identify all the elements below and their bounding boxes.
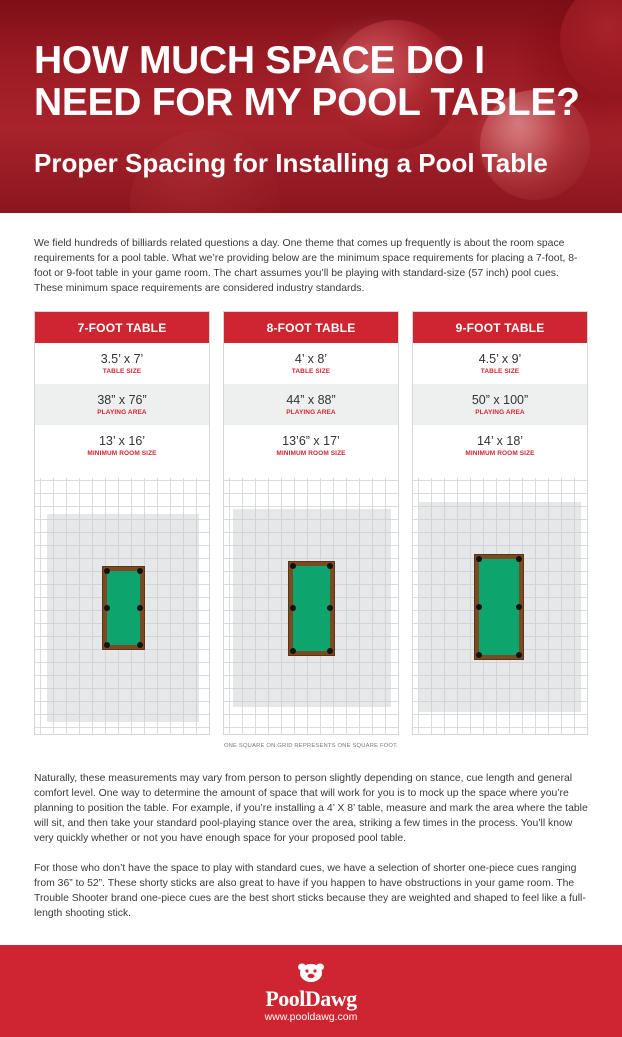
table-size-value: 4’ x 8’: [294, 352, 328, 366]
intro-paragraph: We field hundreds of billiards related questions a day. One theme that comes up frequently is about the room space requirements for a pool table. What we’re providing below are the minimum space requirements for placing a 7-foot, 8-foot or 9-foot table in your game room. The chart assumes you’ll be playing with standard-size (57 inch) pool cues. These minimum space requirements are considered industry standards.: [34, 238, 578, 294]
pocket-icon: [516, 604, 522, 610]
room-size-value: 13’6” x 17’: [282, 434, 340, 448]
grid-note: ONE SQUARE ON GRID REPRESENTS ONE SQUARE FOOT.: [223, 743, 399, 749]
pocket-icon: [137, 605, 143, 611]
body-paragraph: Naturally, these measurements may vary from person to person slightly depending on stance, cue length and general comfort level. One way to determine the amount of space that will work for you is to mock up the space where you’re planning to position the table. For example, if you’re installing a 4’ X 8’ table, measure and mark the area where the table will sit, and then take your standard pool-playing stance over the area, striking a few times in the process. You’ll know very quickly whether or not you have enough space for your proposed pool table.: [34, 773, 588, 844]
footer: [0, 945, 622, 1037]
pocket-icon: [516, 556, 522, 562]
hero-banner: [0, 0, 622, 213]
table-felt: [293, 566, 330, 651]
pocket-icon: [476, 604, 482, 610]
room-size-row: [413, 425, 587, 466]
room-size-row: [224, 425, 398, 466]
column-heading: 7-FOOT TABLE: [35, 312, 209, 343]
pooldawg-logo[interactable]: [0, 961, 622, 1012]
table-felt: [107, 571, 140, 645]
table-size-value: 4.5’ x 9’: [478, 352, 522, 366]
pocket-icon: [476, 556, 482, 562]
pocket-icon: [327, 563, 333, 569]
table-size-row: [413, 343, 587, 384]
pool-table-diagram: [288, 561, 335, 656]
logo-text: PoolDawg: [265, 986, 357, 1011]
pool-table-diagram: [474, 554, 524, 660]
column-7-foot: [34, 311, 210, 735]
pocket-icon: [104, 642, 110, 648]
table-size-label: TABLE SIZE: [102, 368, 142, 375]
room-grid: [35, 478, 210, 735]
pool-table-diagram: [102, 566, 145, 650]
pocket-icon: [290, 605, 296, 611]
playing-area-value: 44” x 88”: [286, 393, 336, 407]
room-size-label: MINIMUM ROOM SIZE: [87, 450, 157, 457]
playing-area-row: [224, 384, 398, 425]
pocket-icon: [476, 652, 482, 658]
table-size-label: TABLE SIZE: [291, 368, 331, 375]
playing-area-label: PLAYING AREA: [97, 409, 147, 416]
body-paragraph: For those who don’t have the space to play with standard cues, we have a selection of shorter one-piece cues ranging from 36” to 52”. These shorty sticks are also great to have if you happen to have obstructions in your game room. The Trouble Shooter brand one-piece cues are the best short sticks because they are weighted and shaped to feel like a full-length shooting stick.: [34, 863, 586, 919]
column-heading: 8-FOOT TABLE: [224, 312, 398, 343]
column-8-foot: [223, 311, 399, 735]
table-felt: [479, 559, 519, 655]
table-size-row: [35, 343, 209, 384]
pocket-icon: [327, 605, 333, 611]
room-size-label: MINIMUM ROOM SIZE: [465, 450, 535, 457]
room-size-value: 13’ x 16’: [98, 434, 146, 448]
playing-area-label: PLAYING AREA: [475, 409, 525, 416]
playing-area-row: [35, 384, 209, 425]
table-size-label: TABLE SIZE: [480, 368, 520, 375]
room-size-value: 14’ x 18’: [476, 434, 524, 448]
pocket-icon: [516, 652, 522, 658]
pocket-icon: [290, 648, 296, 654]
room-size-label: MINIMUM ROOM SIZE: [276, 450, 346, 457]
page-title: HOW MUCH SPACE DO I NEED FOR MY POOL TABLE?: [34, 39, 580, 124]
pocket-icon: [327, 648, 333, 654]
pocket-icon: [137, 568, 143, 574]
playing-area-value: 50” x 100”: [471, 393, 529, 407]
playing-area-value: 38” x 76”: [97, 393, 147, 407]
website-link[interactable]: www.pooldawg.com: [264, 1011, 358, 1023]
pocket-icon: [104, 568, 110, 574]
column-9-foot: [412, 311, 588, 735]
page-subtitle: Proper Spacing for Installing a Pool Table: [34, 148, 548, 178]
table-size-row: [224, 343, 398, 384]
playing-area-row: [413, 384, 587, 425]
room-size-row: [35, 425, 209, 466]
room-grid: [224, 478, 399, 735]
pocket-icon: [137, 642, 143, 648]
column-heading: 9-FOOT TABLE: [413, 312, 587, 343]
playing-area-label: PLAYING AREA: [286, 409, 336, 416]
pocket-icon: [104, 605, 110, 611]
table-size-value: 3.5’ x 7’: [100, 352, 144, 366]
pocket-icon: [290, 563, 296, 569]
bulldog-icon: [295, 961, 327, 983]
room-grid: [413, 478, 588, 735]
